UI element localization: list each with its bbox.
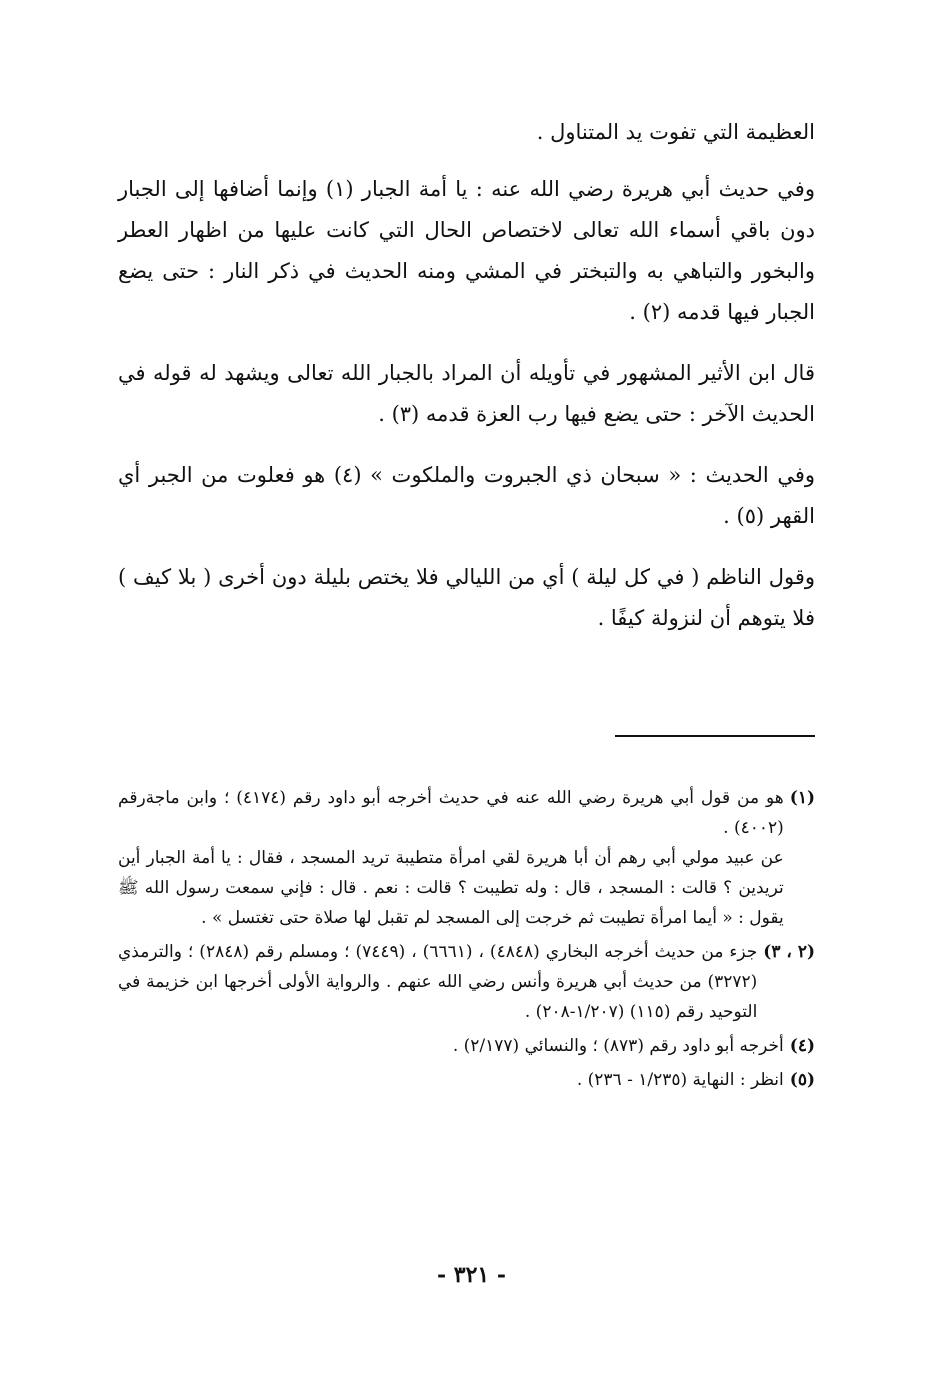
footnote-5 xyxy=(118,1065,815,1095)
footnote-continuation: عن عبيد مولي أبي رهم أن أبا هريرة لقي امرأة متطيبة تريد المسجد ، فقال : يا أمة الجبار أين تريدين ؟ قالت : المسجد ، قال : وله تطيبت ؟ قالت : نعم . قال : فإني سمعت رسول الله ﷺ يقول : « أيما امرأة تطيبت ثم خرجت إلى المسجد لم تقبل لها صلاة حتى تغتسل » . xyxy=(118,848,784,928)
paragraph-3: قال ابن الأثير المشهور في تأويله أن المراد بالجبار الله تعالى ويشهد له قوله في الحديث الآخر : حتى يضع فيها رب العزة قدمه (٣) . xyxy=(118,361,815,426)
footnote-text: أخرجه أبو داود رقم (٨٧٣) ؛ والنسائي (٢/١٧٧) . xyxy=(452,1036,784,1056)
footnote-4 xyxy=(118,1031,815,1061)
paragraph-2: وفي حديث أبي هريرة رضي الله عنه : يا أمة الجبار (١) وإنما أضافها إلى الجبار دون باقي أسماء الله تعالى لاختصاص الحال التي كانت عليها من اظهار العطر والبخور والتباهي به والتبختر في المشي ومنه الحديث في ذكر النار : حتى يضع الجبار فيها قدمه (٢) . xyxy=(118,177,815,324)
footnotes xyxy=(118,783,815,1099)
paragraph-1: العظيمة التي تفوت يد المتناول . xyxy=(536,120,815,144)
footnote-text: جزء من حديث أخرجه البخاري (٤٨٤٨) ، (٦٦٦١) ، (٧٤٤٩) ؛ ومسلم رقم (٢٨٤٨) ؛ والترمذي (٣٢٧٢) من حديث أبي هريرة وأنس رضي الله عنهم . والرواية الأولى أخرجها ابن خزيمة في التوحيد رقم (١١٥) (١/٢٠٧-٢٠٨) . xyxy=(118,942,758,1022)
footnote-text: هو من قول أبي هريرة رضي الله عنه في حديث أخرجه أبو داود رقم (٤١٧٤) ؛ وابن ماجةرقم (٤٠٠٢) . xyxy=(118,788,784,838)
footnote-number: (٥) xyxy=(789,1070,815,1090)
footnote-1 xyxy=(118,783,815,933)
footnote-number: (١) xyxy=(789,788,815,808)
footnote-2-3 xyxy=(118,937,815,1027)
footnote-number: (٢ ، ٣) xyxy=(763,942,815,962)
footnote-divider xyxy=(615,735,815,737)
page-number: - ٣٢١ - xyxy=(436,1262,507,1288)
footnote-text-group xyxy=(118,783,784,933)
paragraph-5: وقول الناظم ( في كل ليلة ) أي من الليالي فلا يختص بليلة دون أخرى ( بلا كيف ) فلا يتوهم أن لنزولة كيفًا . xyxy=(118,565,815,630)
footnote-text: انظر : النهاية (١/٢٣٥ - ٢٣٦) . xyxy=(576,1070,784,1090)
paragraph-4: وفي الحديث : « سبحان ذي الجبروت والملكوت » (٤) هو فعلوت من الجبر أي القهر (٥) . xyxy=(118,463,815,528)
main-text xyxy=(118,112,815,659)
footnote-number: (٤) xyxy=(789,1036,815,1056)
